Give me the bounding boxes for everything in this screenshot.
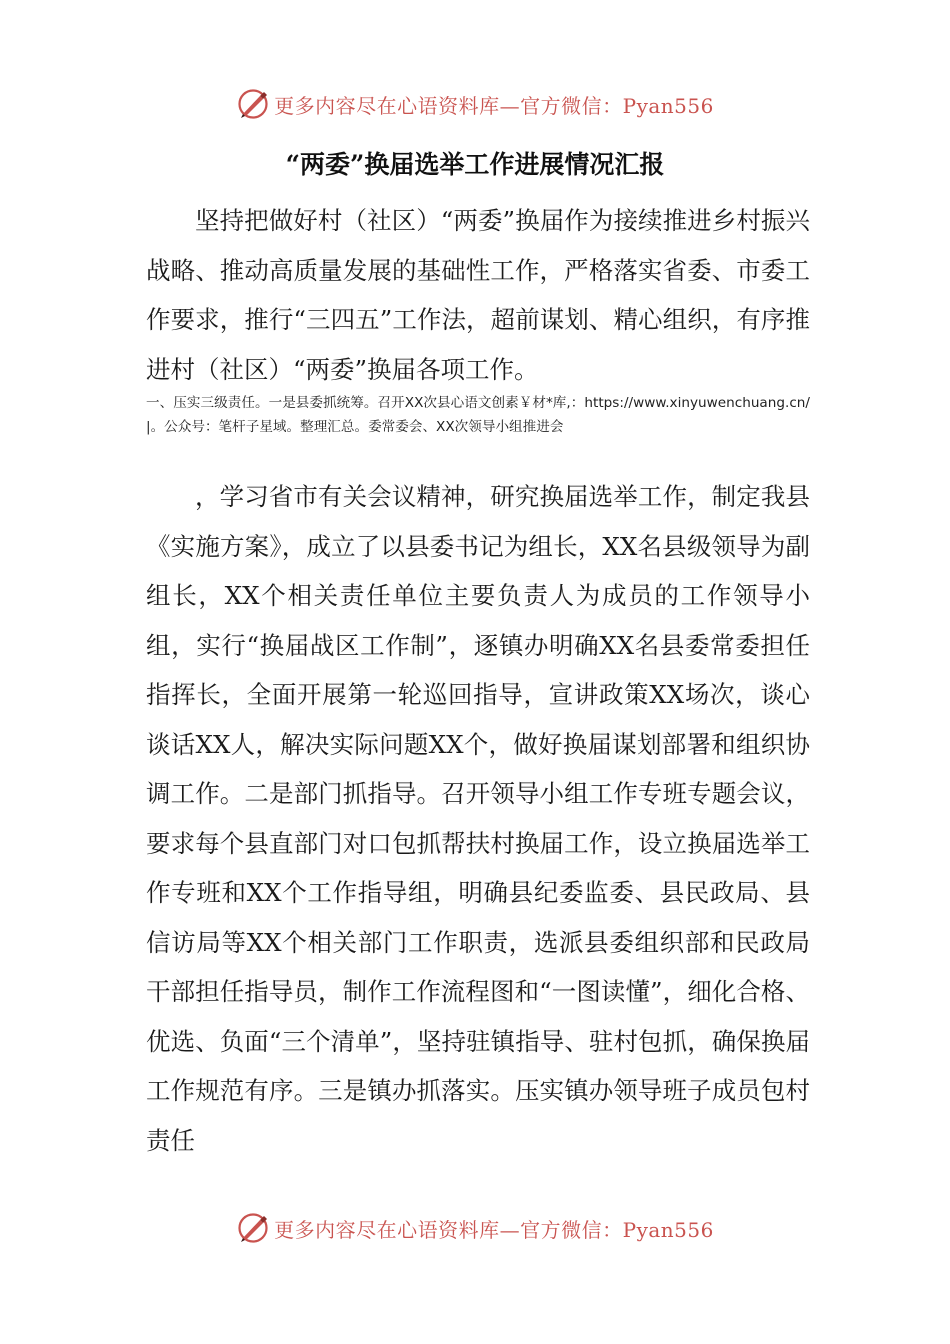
- document-title: “两委”换届选举工作进展情况汇报: [285, 150, 665, 179]
- footer-banner-text: 更多内容尽在心语资料库—官方微信：Pyan556: [274, 1217, 714, 1242]
- header-banner: [0, 84, 950, 124]
- pen-logo-icon: [236, 87, 270, 121]
- paragraph-section-one: 一、压实三级责任。一是县委抓统筹。召开XX次县心语文创素￥材*库,：https://www.xinyuwenchuang.cn/|。公众号：笔杆子星域。整理汇总。委常委会、XX次领导小组推进会: [146, 395, 810, 435]
- pen-logo-icon: [236, 1211, 270, 1245]
- header-banner-text: 更多内容尽在心语资料库—官方微信：Pyan556: [274, 93, 714, 118]
- paragraph-intro: 坚持把做好村（社区）“两委”换届作为接续推进乡村振兴战略、推动高质量发展的基础性工作，严格落实省委、市委工作要求，推行“三四五”工作法，超前谋划、精心组织，有序推进村（社区）“两委”换届各项工作。: [146, 206, 810, 384]
- footer-banner: [0, 1208, 950, 1248]
- paragraph-body: ，学习省市有关会议精神，研究换届选举工作，制定我县《实施方案》，成立了以县委书记为组长，XX名县级领导为副组长，XX个相关责任单位主要负责人为成员的工作领导小组，实行“换届战区工作制”，逐镇办明确XX名县委常委担任指挥长，全面开展第一轮巡回指导，宣讲政策XX场次，谈心谈话XX人，解决实际问题XX个，做好换届谋划部署和组织协调工作。二是部门抓指导。召开领导小组工作专班专题会议，要求每个县直部门对口包抓帮扶村换届工作，设立换届选举工作专班和XX个工作指导组，明确县纪委监委、县民政局、县信访局等XX个相关部门工作职责，选派县委组织部和民政局干部担任指导员，制作工作流程图和“一图读懂”，细化合格、优选、负面“三个清单”，坚持驻镇指导、驻村包抓，确保换届工作规范有序。三是镇办抓落实。压实镇办领导班子成员包村责任: [146, 482, 810, 1155]
